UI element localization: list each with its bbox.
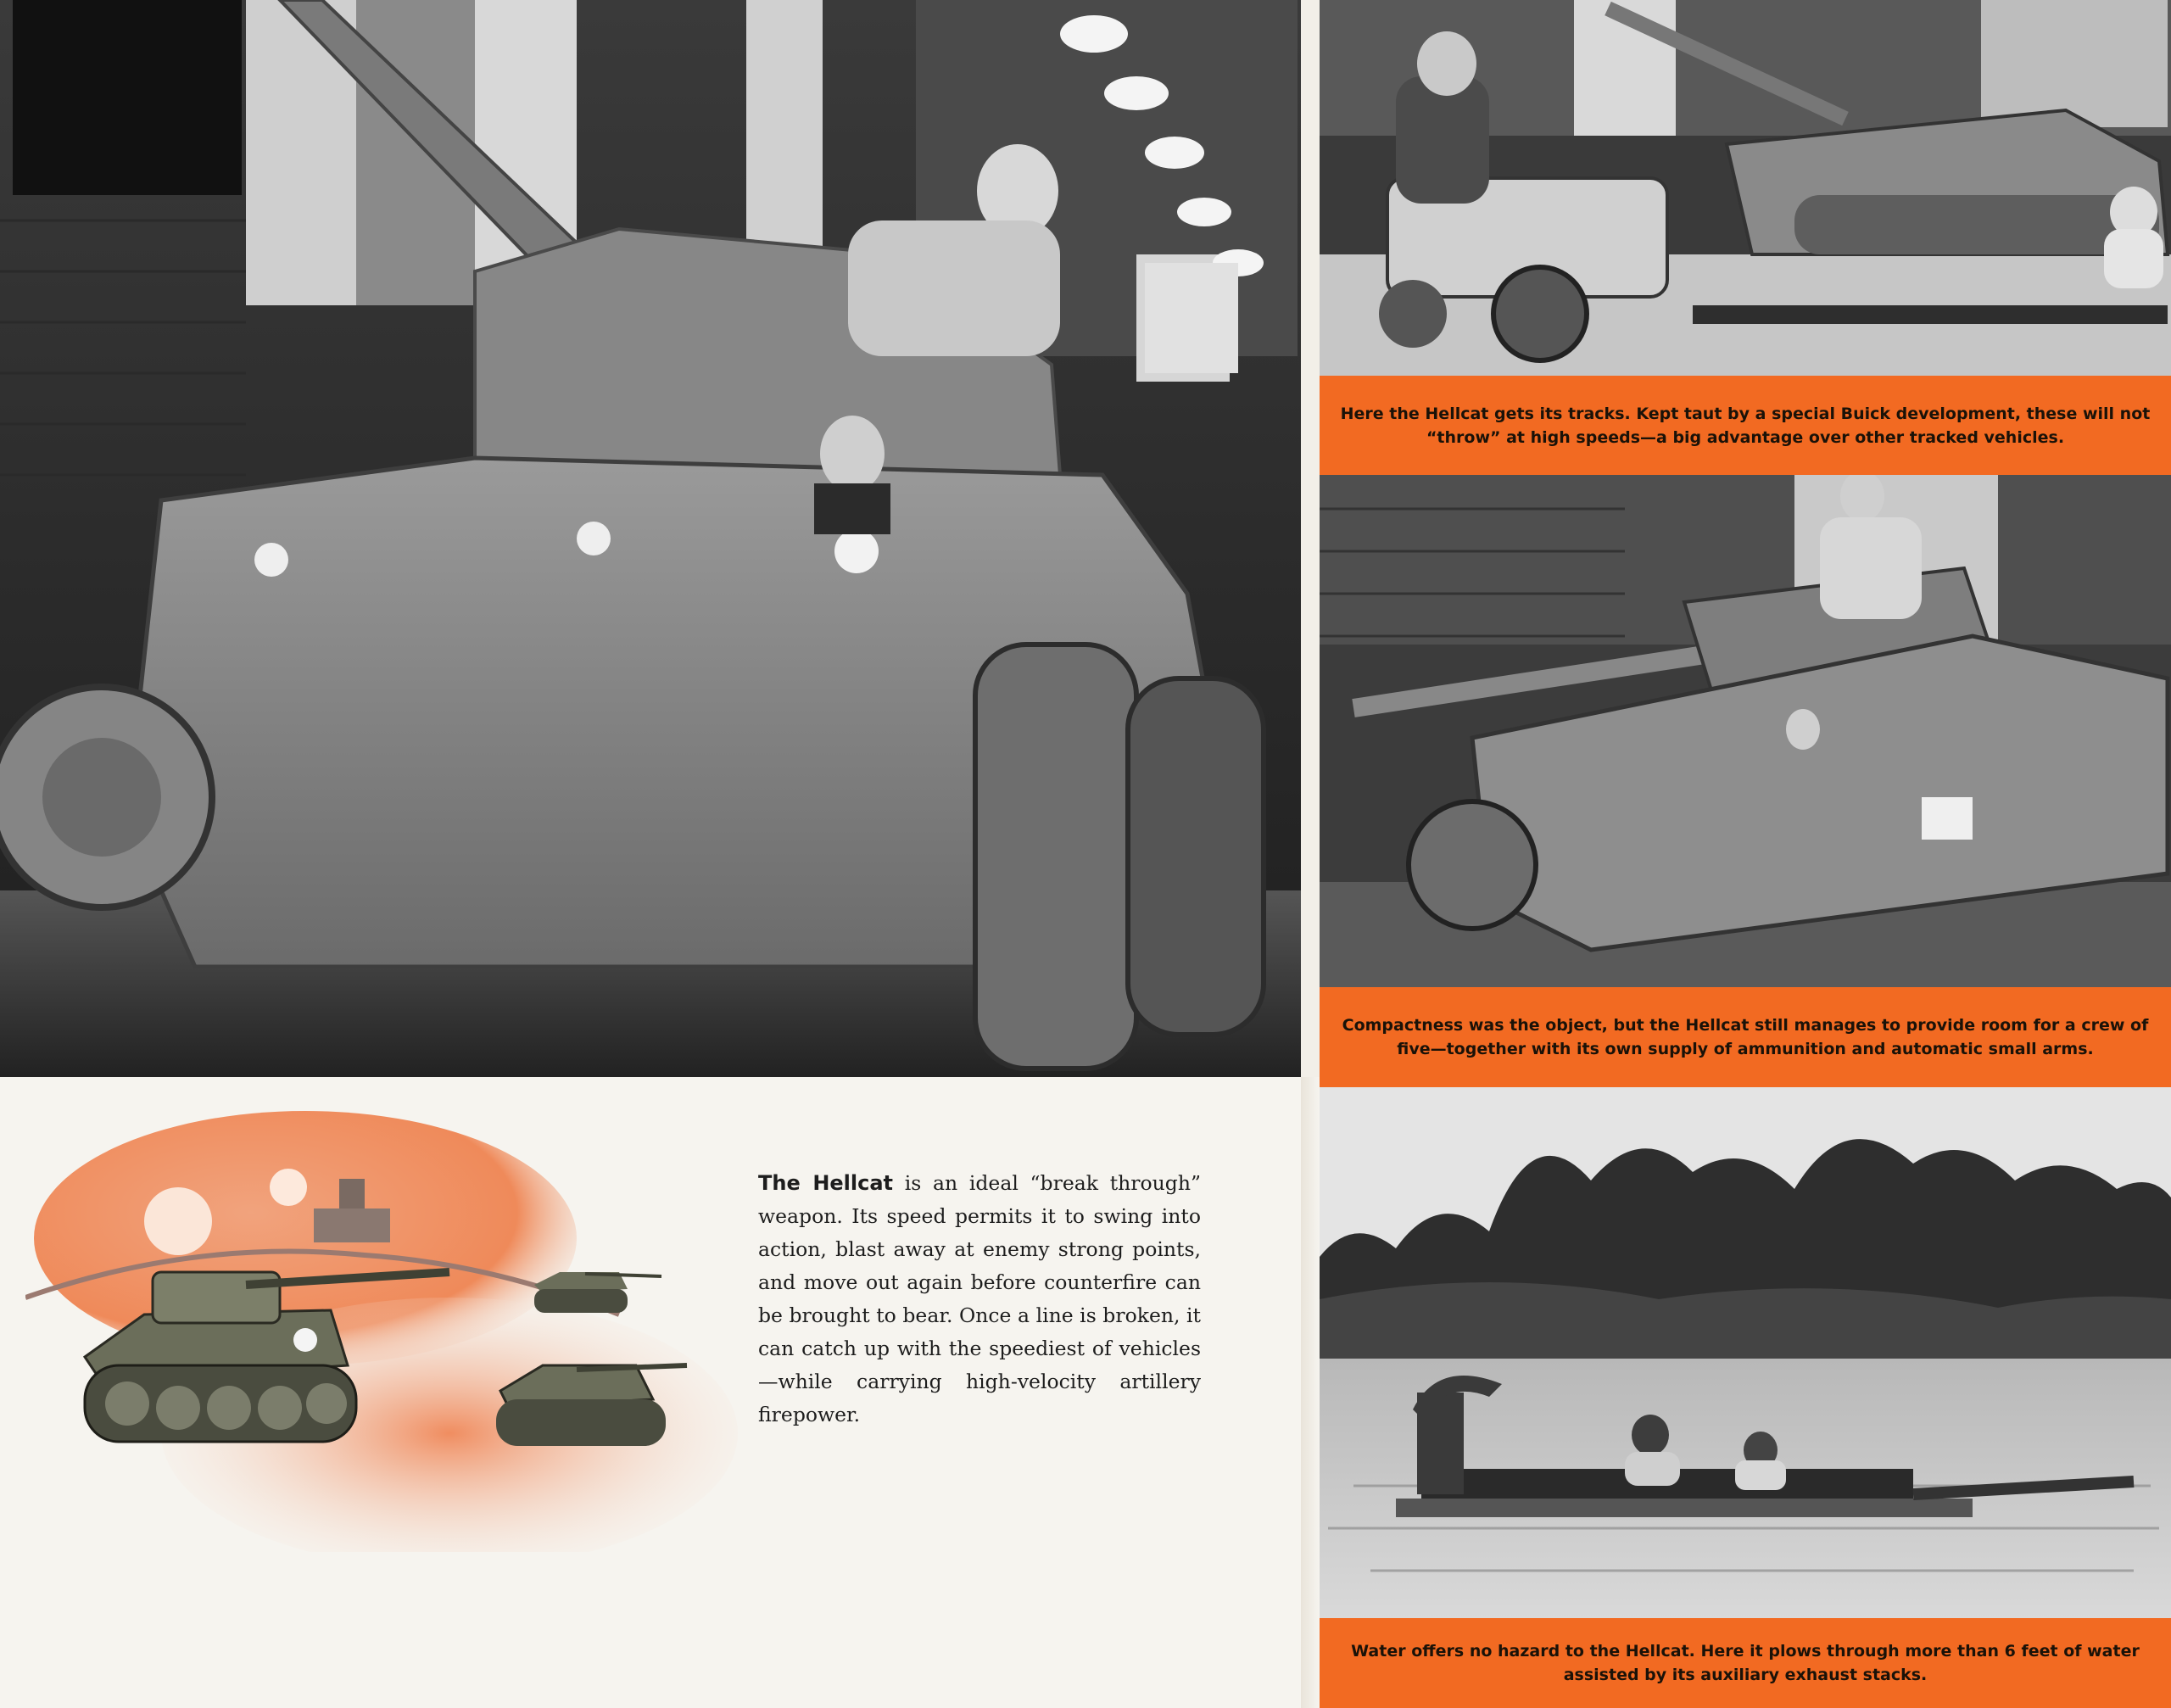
factory-tank-illustration xyxy=(0,0,1301,1077)
water-photo xyxy=(1320,1087,2171,1618)
factory-tank-photo xyxy=(0,0,1301,1077)
compact-photo xyxy=(1320,475,2171,987)
third-tank-drawing xyxy=(534,1272,661,1313)
compact-caption: Compactness was the object, but the Hellcat still manages to provide room for a crew of five—together with its own supply of ammunition and automatic small arms. xyxy=(1320,987,2171,1087)
page-edge xyxy=(1301,1077,1320,1708)
tracks-caption: Here the Hellcat gets its tracks. Kept taut by a special Buick development, these will not “throw” at high speeds—a big advantage over other tracked vehicles. xyxy=(1320,376,2171,475)
intro-lead: The Hellcat xyxy=(758,1171,894,1195)
hellcat-battle-illustration xyxy=(25,1111,738,1552)
tracks-photo xyxy=(1320,0,2171,376)
water-caption: Water offers no hazard to the Hellcat. Here it plows through more than 6 feet of water assisted by its auxiliary exhaust stacks. xyxy=(1320,1618,2171,1708)
intro-paragraph xyxy=(758,1167,1201,1432)
battle-illustration xyxy=(25,1111,738,1552)
compact-illustration xyxy=(1320,475,2171,987)
tracks-illustration xyxy=(1320,0,2171,376)
water-illustration xyxy=(1320,1087,2171,1618)
intro-body: is an ideal “break through” weapon. Its speed permits it to swing into action, blast away at enemy strong points, and move out again before counterfire can be brought to bear. Once a line is broken, it can catch up with the speediest of vehicles—while carrying high-velocity artillery firepower. xyxy=(758,1171,1201,1426)
